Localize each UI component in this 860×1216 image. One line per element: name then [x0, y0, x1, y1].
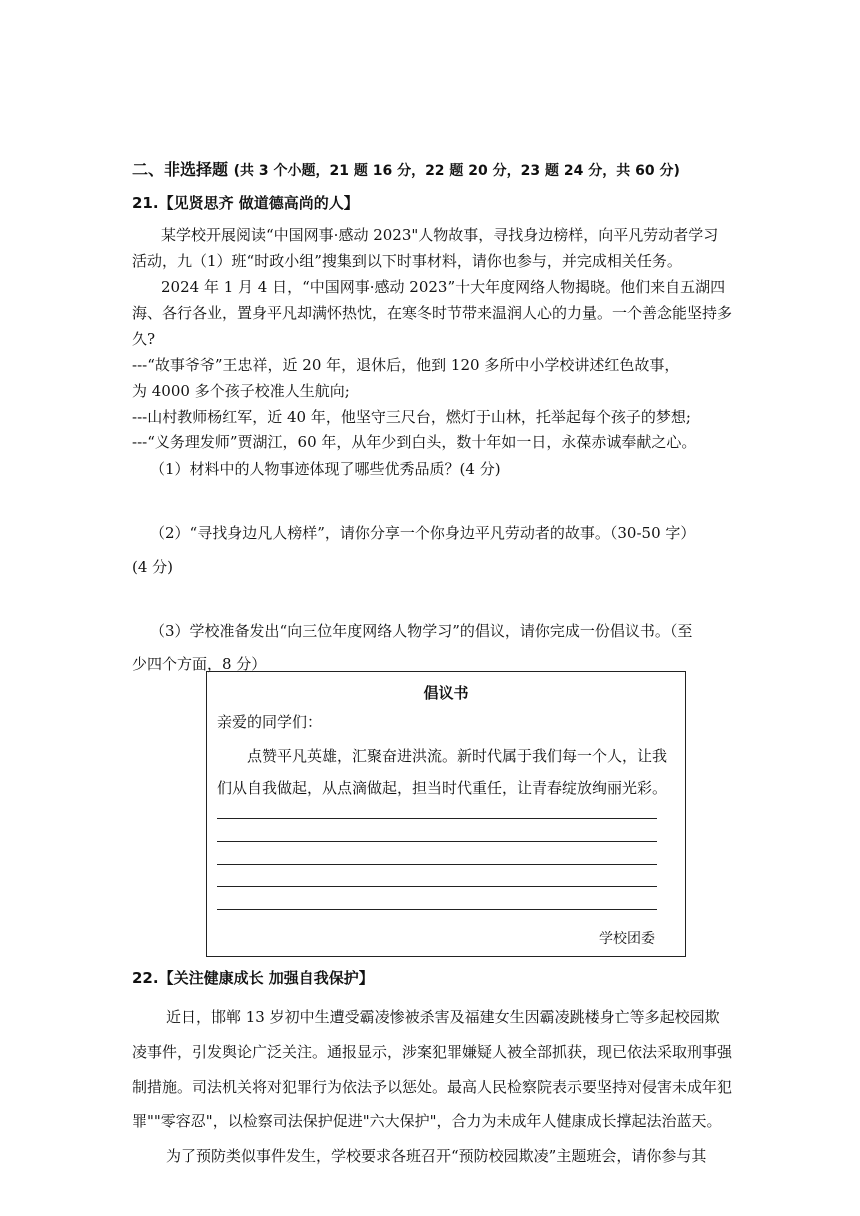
- q21-story-1a: ---“故事爷爷”王忠祥，近 20 年，退休后，他到 120 多所中小学校讲述红色故事，: [132, 356, 680, 374]
- q21-sub-question-2a: （2）“寻找身边凡人榜样”，请你分享一个你身边平凡劳动者的故事。（30-50 字）: [150, 524, 696, 542]
- q22-paragraph-1-line-2: 凌事件，引发舆论广泛关注。通报显示，涉案犯罪嫌疑人被全部抓获，现已依法采取刑事强: [132, 1043, 733, 1061]
- q21-intro-line-1: 某学校开展阅读“中国网事·感动 2023"人物故事，寻找身边榜样，向平凡劳动者学习: [161, 226, 719, 244]
- q21-sub-question-1: （1）材料中的人物事迹体现了哪些优秀品质？(4 分): [150, 460, 501, 478]
- q22-heading: 22.【关注健康成长 加强自我保护】: [132, 969, 374, 987]
- proposal-greeting: 亲爱的同学们：: [217, 713, 323, 731]
- q21-intro-line-2: 活动，九（1）班“时政小组”搜集到以下时事材料，请你也参与，并完成相关任务。: [132, 252, 682, 270]
- proposal-title: 倡议书: [423, 684, 469, 702]
- answer-line: [217, 909, 657, 910]
- q21-story-2: ---山村教师杨红军，近 40 年，他坚守三尺台，燃灯于山林，托举起每个孩子的梦想;: [132, 408, 691, 426]
- q21-material-line-2: 海、各行各业，置身平凡却满怀热忱，在寒冬时节带来温润人心的力量。一个善念能坚持多: [132, 304, 733, 322]
- q22-paragraph-2-line-1: 为了预防类似事件发生，学校要求各班召开“预防校园欺凌”主题班会，请你参与其: [166, 1147, 707, 1165]
- q21-story-3: ---“义务理发师”贾湖江，60 年，从年少到白头，数十年如一日，永葆赤诚奉献之心。: [132, 433, 697, 451]
- answer-line: [217, 864, 657, 865]
- q22-paragraph-1-line-3: 制措施。司法机关将对犯罪行为依法予以惩处。最高人民检察院表示要坚持对侵害未成年犯: [132, 1078, 733, 1096]
- section-title: 二、非选择题: [132, 160, 229, 179]
- section-subtitle: (共 3 个小题，21 题 16 分，22 题 20 分，23 题 24 分，共 60 分): [233, 163, 680, 179]
- proposal-body-line-1: 点赞平凡英雄，汇聚奋进洪流。新时代属于我们每一个人，让我: [247, 747, 668, 765]
- answer-line: [217, 818, 657, 819]
- q21-sub-question-2b: (4 分): [132, 558, 174, 576]
- section-heading: [132, 160, 680, 181]
- q21-material-line-3: 久?: [132, 330, 156, 348]
- q21-material-line-1: 2024 年 1 月 4 日，“中国网事·感动 2023”十大年度网络人物揭晓。他们来自五湖四: [161, 278, 726, 296]
- answer-line: [217, 886, 657, 887]
- q21-sub-question-3b: 少四个方面，8 分）: [132, 655, 267, 673]
- q22-paragraph-1-line-1: 近日，邯郸 13 岁初中生遭受霸凌惨被杀害及福建女生因霸凌跳楼身亡等多起校园欺: [166, 1008, 720, 1026]
- q21-story-1b: 为 4000 多个孩子校准人生航向;: [132, 382, 350, 400]
- q22-paragraph-1-line-4: 罪""零容忍"，以检察司法保护促进"六大保护"，合力为未成年人健康成长撑起法治蓝天。: [132, 1112, 722, 1130]
- proposal-signature: 学校团委: [599, 931, 655, 947]
- proposal-box: [206, 671, 686, 957]
- answer-line: [217, 841, 657, 842]
- q21-sub-question-3a: （3）学校准备发出“向三位年度网络人物学习”的倡议，请你完成一份倡议书。（至: [150, 622, 693, 640]
- q21-heading: 21.【见贤思齐 做道德高尚的人】: [132, 194, 359, 212]
- proposal-body-line-2: 们从自我做起，从点滴做起，担当时代重任，让青春绽放绚丽光彩。: [217, 779, 668, 797]
